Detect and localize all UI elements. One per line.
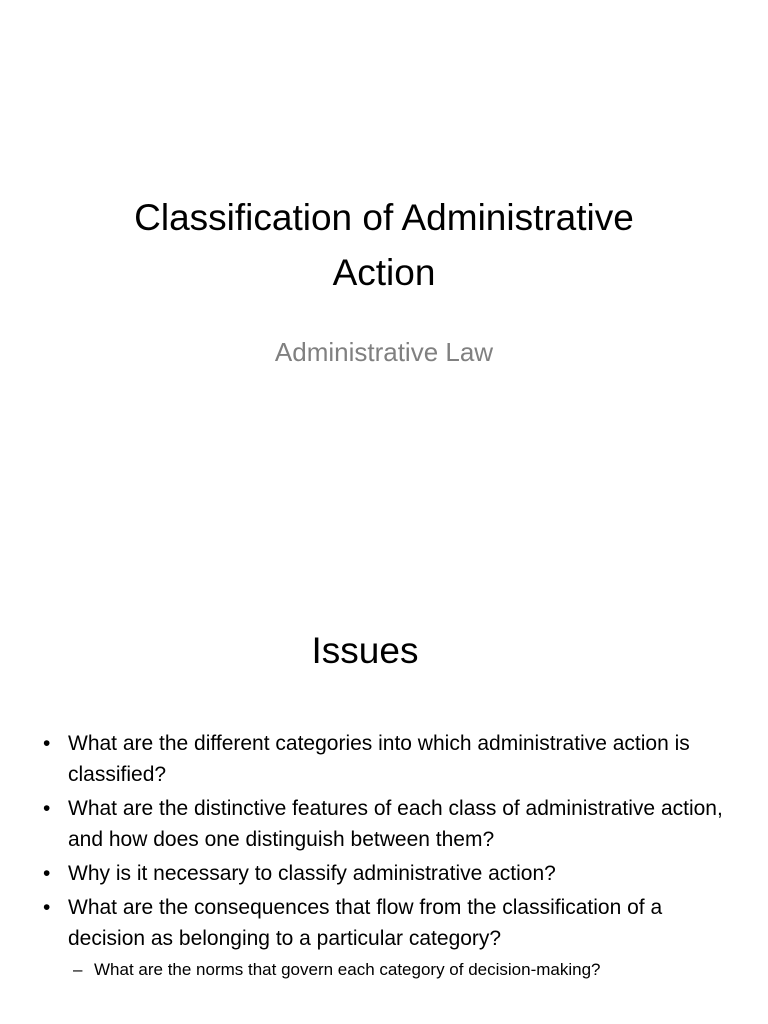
- issues-slide: [0, 576, 768, 1024]
- bullet-item: [40, 793, 730, 855]
- issues-bullet-list: [40, 728, 730, 983]
- sub-bullet-text: What are the norms that govern each category of decision-making?: [94, 960, 601, 979]
- bullet-item: [40, 858, 730, 889]
- issues-heading: Issues: [311, 630, 419, 671]
- sub-bullet-marker: –: [73, 960, 83, 979]
- slide-title-line-2: Action: [332, 252, 436, 293]
- bullet-marker: •: [43, 896, 51, 919]
- bullet-text: What are the distinctive features of each class of administrative action, and how does one distinguish between them?: [68, 797, 723, 851]
- bullet-text: Why is it necessary to classify administrative action?: [68, 862, 556, 885]
- bullet-marker: •: [43, 797, 51, 820]
- bullet-text: What are the consequences that flow from the classification of a decision as belonging to a particular category?: [68, 896, 663, 950]
- bullet-marker: •: [43, 732, 51, 755]
- bullet-item: [40, 728, 730, 790]
- bullet-item: [40, 892, 730, 954]
- slide-title: [40, 190, 728, 300]
- sub-bullet-item: [40, 957, 730, 983]
- slide-title-line-1: Classification of Administrative: [134, 197, 634, 238]
- bullet-marker: •: [43, 862, 51, 885]
- bullet-text: What are the different categories into which administrative action is classified?: [68, 732, 690, 786]
- slide-subtitle: Administrative Law: [274, 337, 494, 367]
